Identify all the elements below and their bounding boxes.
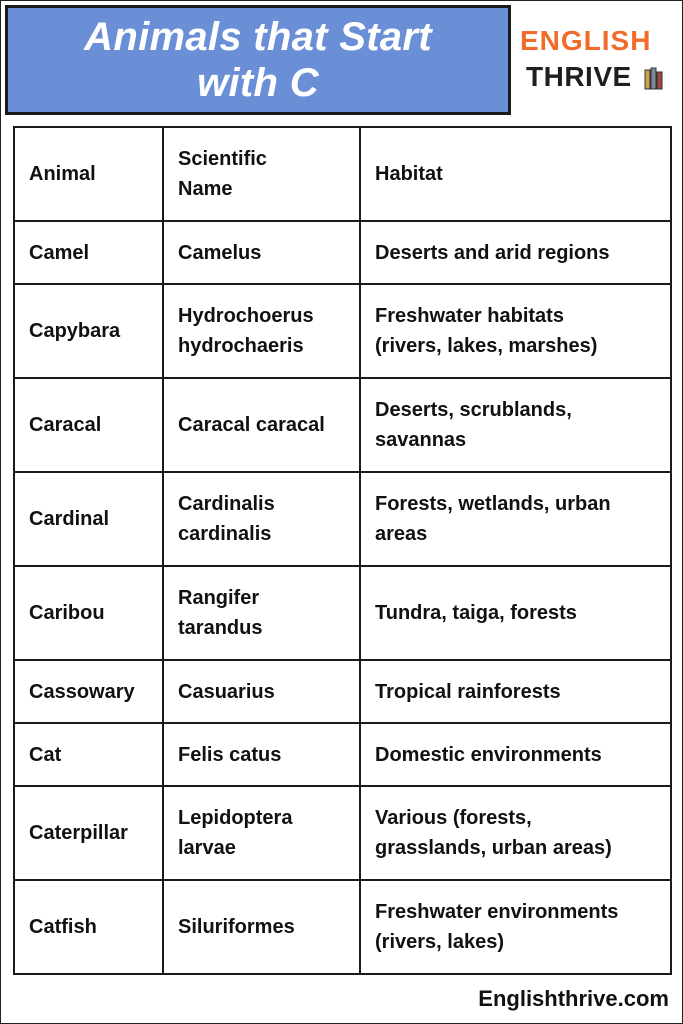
cell-animal: Caribou	[14, 566, 163, 660]
table-row	[14, 284, 671, 378]
cell-scientific-name: Hydrochoerus hydrochaeris	[163, 284, 360, 378]
brand-logo	[520, 24, 670, 99]
title-line-2: with C	[197, 61, 319, 105]
cell-scientific-name: Rangifer tarandus	[163, 566, 360, 660]
table-row	[14, 221, 671, 284]
logo-text-english: ENGLISH	[520, 25, 652, 56]
cell-habitat: Tundra, taiga, forests	[360, 566, 671, 660]
table-row	[14, 378, 671, 472]
title-banner	[5, 5, 511, 115]
table-row	[14, 786, 671, 880]
animals-table	[13, 126, 672, 975]
header-scientific-name: Scientific Name	[163, 127, 360, 221]
cell-scientific-name: Lepidoptera larvae	[163, 786, 360, 880]
cell-animal: Catfish	[14, 880, 163, 974]
cell-scientific-name: Caracal caracal	[163, 378, 360, 472]
cell-habitat: Freshwater habitats (rivers, lakes, marshes)	[360, 284, 671, 378]
cell-scientific-name: Siluriformes	[163, 880, 360, 974]
table-header-row	[14, 127, 671, 221]
title-line-1: Animals that Start	[84, 15, 432, 59]
cell-habitat: Various (forests, grasslands, urban areas)	[360, 786, 671, 880]
cell-animal: Cardinal	[14, 472, 163, 566]
cell-animal: Cat	[14, 723, 163, 786]
cell-animal: Camel	[14, 221, 163, 284]
logo-text-thrive: THRIVE	[526, 61, 632, 92]
footer-website: Englishthrive.com	[478, 986, 669, 1011]
cell-animal: Cassowary	[14, 660, 163, 723]
table-row	[14, 472, 671, 566]
table-row	[14, 723, 671, 786]
cell-habitat: Forests, wetlands, urban areas	[360, 472, 671, 566]
table-body	[14, 221, 671, 974]
cell-animal: Capybara	[14, 284, 163, 378]
cell-habitat: Deserts, scrublands, savannas	[360, 378, 671, 472]
cell-scientific-name: Casuarius	[163, 660, 360, 723]
cell-scientific-name: Camelus	[163, 221, 360, 284]
cell-scientific-name: Cardinalis cardinalis	[163, 472, 360, 566]
cell-habitat: Domestic environments	[360, 723, 671, 786]
books-icon	[644, 66, 664, 90]
cell-animal: Caracal	[14, 378, 163, 472]
cell-habitat: Tropical rainforests	[360, 660, 671, 723]
cell-scientific-name: Felis catus	[163, 723, 360, 786]
header-habitat: Habitat	[360, 127, 671, 221]
table-row	[14, 566, 671, 660]
table-row	[14, 660, 671, 723]
cell-animal: Caterpillar	[14, 786, 163, 880]
cell-habitat: Freshwater environments (rivers, lakes)	[360, 880, 671, 974]
table-row	[14, 880, 671, 974]
cell-habitat: Deserts and arid regions	[360, 221, 671, 284]
header-animal: Animal	[14, 127, 163, 221]
